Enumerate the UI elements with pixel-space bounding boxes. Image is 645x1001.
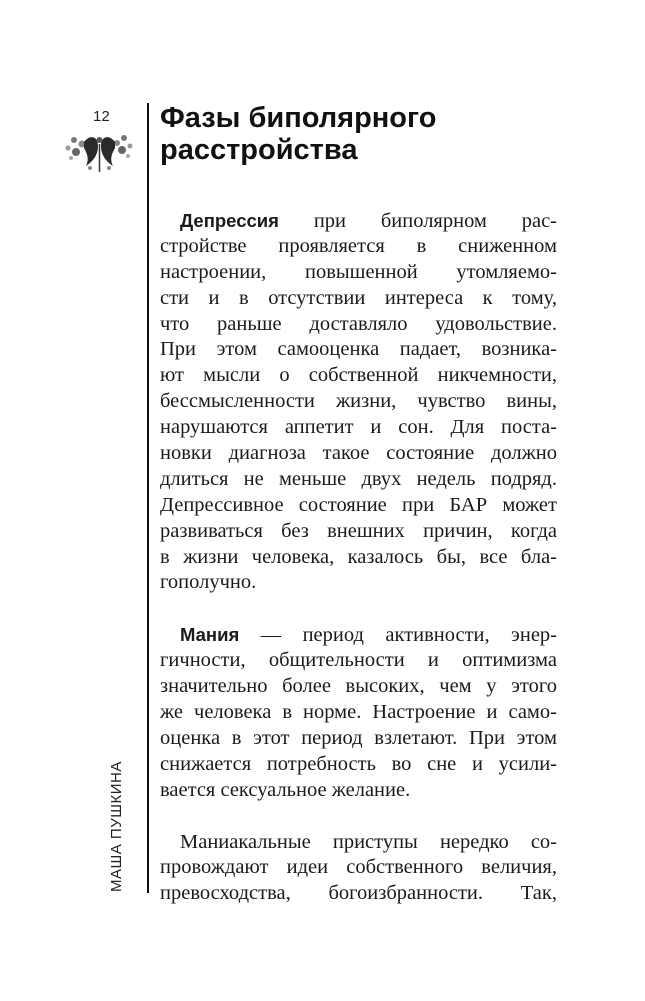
- text-line: бессмысленности жизни, чувство вины,: [160, 390, 557, 413]
- text-line: же человека в норме. Настроение и само-: [160, 701, 557, 724]
- text-line: стройстве проявляется в сниженном: [160, 234, 557, 257]
- text-line: новки диагноза такое состояние должно: [160, 442, 557, 465]
- page-number: 12: [93, 108, 110, 125]
- text-line: настроении, повышенной утомляемо-: [160, 260, 557, 283]
- term-depression: Депрессия: [180, 210, 279, 231]
- text-line: оценка в этот период взлетают. При этом: [160, 726, 557, 749]
- chapter-title: [160, 102, 436, 166]
- text-line: гополучно.: [160, 571, 257, 594]
- text-line: Маниакальные приступы нередко со-: [180, 830, 557, 853]
- paragraph-depression: [160, 208, 557, 596]
- text-line: При этом самооценка падает, возника-: [160, 338, 557, 361]
- text-line: ют мысли о собственной никчемности,: [160, 364, 557, 387]
- text-line: Мания — период активности, энер-: [180, 624, 558, 647]
- text-line: превосходства, богоизбранности. Так,: [160, 882, 557, 905]
- text-line: нарушаются аппетит и сон. Для поста-: [160, 416, 557, 439]
- text-line: вается сексуальное желание.: [160, 778, 411, 801]
- floral-ornament-icon: [62, 128, 137, 176]
- author-name: МАША ПУШКИНА: [108, 761, 125, 892]
- body-text: [160, 208, 557, 907]
- text-line: развиваться без внешних причин, когда: [160, 519, 557, 542]
- chapter-title-line: расстройства: [160, 134, 358, 166]
- text-line: провождают идеи собственного величия,: [160, 856, 557, 879]
- text-line: значительно более высоких, чем у этого: [160, 675, 557, 698]
- chapter-title-line: Фазы биполярного: [160, 102, 437, 134]
- text-line: длиться не меньше двух недель подряд.: [160, 467, 557, 490]
- paragraph-manic-episodes: [160, 830, 557, 908]
- term-mania: Мания: [180, 624, 240, 646]
- text-line: сти и в отсутствии интереса к тому,: [160, 286, 557, 309]
- text-line: Депрессия при биполярном рас-: [180, 210, 558, 232]
- paragraph-mania: [160, 622, 557, 803]
- margin-divider: [147, 103, 149, 893]
- text-line: гичности, общительности и оптимизма: [160, 649, 557, 672]
- text-line: что раньше доставляло удовольствие.: [160, 312, 557, 335]
- text-line: снижается потребность во сне и усили-: [160, 752, 557, 775]
- text-line: в жизни человека, казалось бы, все бла-: [160, 545, 557, 568]
- text-line: Депрессивное состояние при БАР может: [160, 493, 557, 516]
